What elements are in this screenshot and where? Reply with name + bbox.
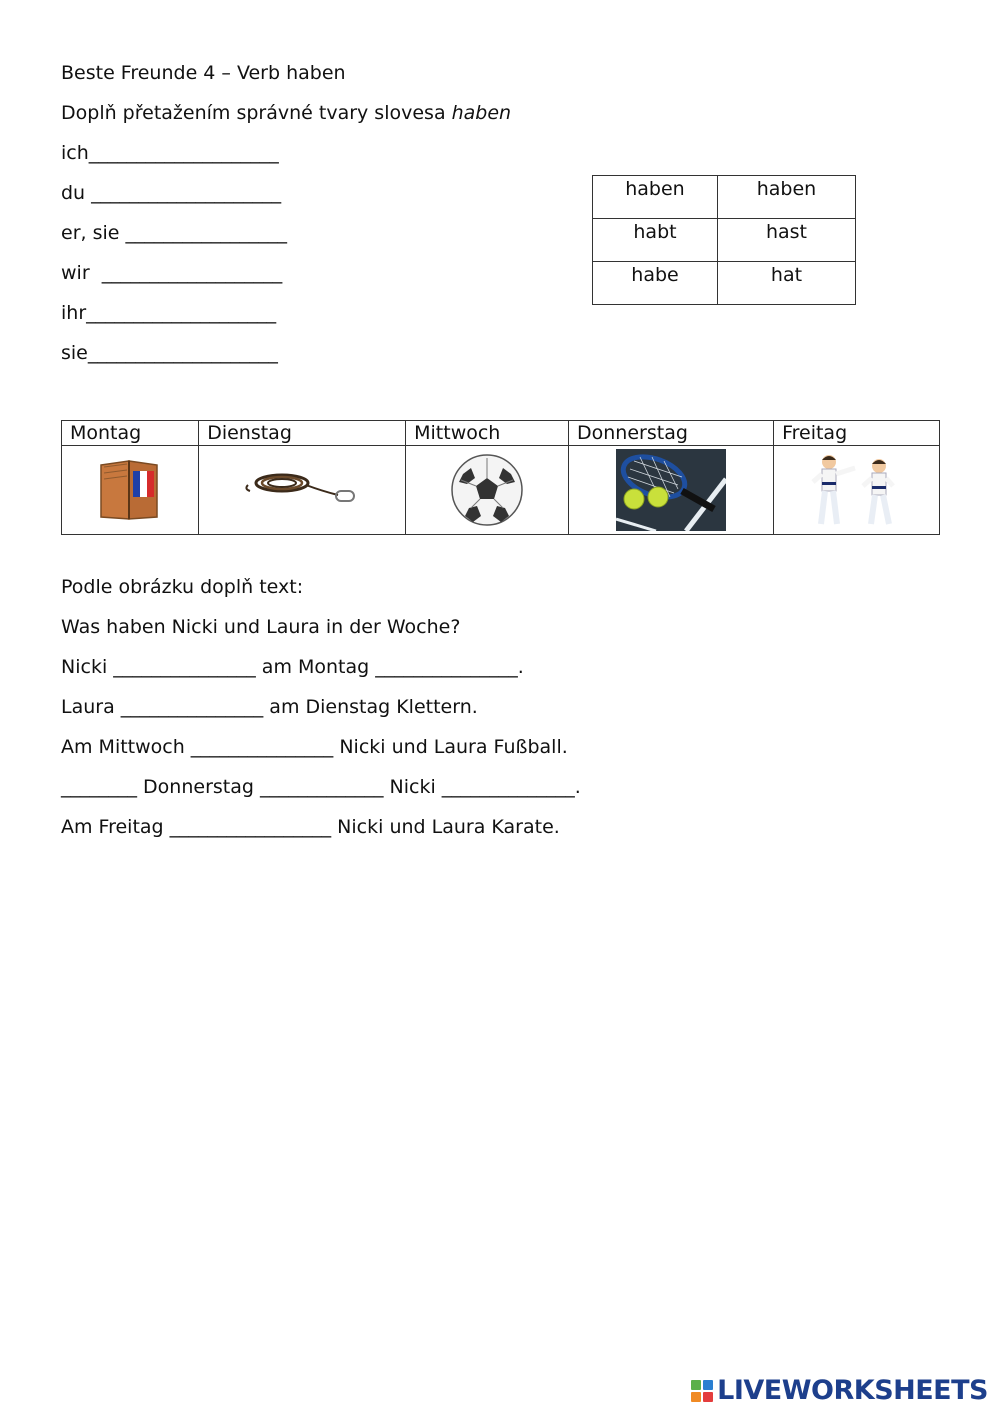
exercise-sentence[interactable]: Laura _______________ am Dienstag Klettern. (61, 696, 478, 718)
liveworksheets-brand-text: LIVEWORKSHEETS (717, 1375, 988, 1406)
word-bank-item[interactable]: hat (718, 262, 856, 305)
day-cell-freitag (774, 446, 940, 535)
word-bank-table (592, 175, 856, 305)
word-bank-item[interactable]: habt (593, 219, 718, 262)
word-bank-item[interactable]: habe (593, 262, 718, 305)
word-bank-item[interactable]: haben (718, 176, 856, 219)
instruction-text: Doplň přetažením správné tvary slovesa (61, 102, 452, 124)
weekday-table (61, 420, 940, 535)
liveworksheets-logo-icon (690, 1379, 714, 1403)
day-header-mittwoch: Mittwoch (406, 421, 569, 446)
day-header-montag: Montag (62, 421, 199, 446)
exercise-heading: Podle obrázku doplň text: (61, 576, 304, 598)
exercise-sentence[interactable]: Am Mittwoch _______________ Nicki und Laura Fußball. (61, 736, 568, 758)
exercise-sentence[interactable]: Am Freitag _________________ Nicki und Laura Karate. (61, 816, 560, 838)
worksheet-title: Beste Freunde 4 – Verb haben (61, 62, 346, 84)
word-bank-item[interactable]: hast (718, 219, 856, 262)
liveworksheets-logo[interactable] (690, 1375, 988, 1406)
exercise-sentence[interactable]: ________ Donnerstag _____________ Nicki ______________. (61, 776, 581, 798)
day-header-freitag: Freitag (774, 421, 940, 446)
pronoun-line-ich[interactable]: ich____________________ (61, 142, 279, 164)
soccer-ball-icon (449, 452, 525, 528)
day-cell-montag (62, 446, 199, 535)
pronoun-line-sie[interactable]: sie____________________ (61, 342, 278, 364)
word-bank-item[interactable]: haben (593, 176, 718, 219)
instruction-verb: haben (451, 102, 512, 124)
day-header-dienstag: Dienstag (199, 421, 406, 446)
day-cell-mittwoch (406, 446, 569, 535)
pronoun-line-er-sie[interactable]: er, sie _________________ (61, 222, 287, 244)
exercise-sentence[interactable]: Nicki _______________ am Montag _______________. (61, 656, 524, 678)
exercise-question: Was haben Nicki und Laura in der Woche? (61, 616, 461, 638)
day-cell-donnerstag (569, 446, 774, 535)
pronoun-line-du[interactable]: du ____________________ (61, 182, 282, 204)
day-header-donnerstag: Donnerstag (569, 421, 774, 446)
karate-kids-icon (809, 452, 905, 528)
french-book-icon (95, 457, 165, 523)
instruction (61, 101, 511, 125)
climbing-rope-icon (242, 465, 362, 515)
pronoun-line-wir[interactable]: wir ___________________ (61, 262, 283, 284)
pronoun-line-ihr[interactable]: ihr____________________ (61, 302, 277, 324)
day-cell-dienstag (199, 446, 406, 535)
tennis-racket-icon (616, 449, 726, 531)
